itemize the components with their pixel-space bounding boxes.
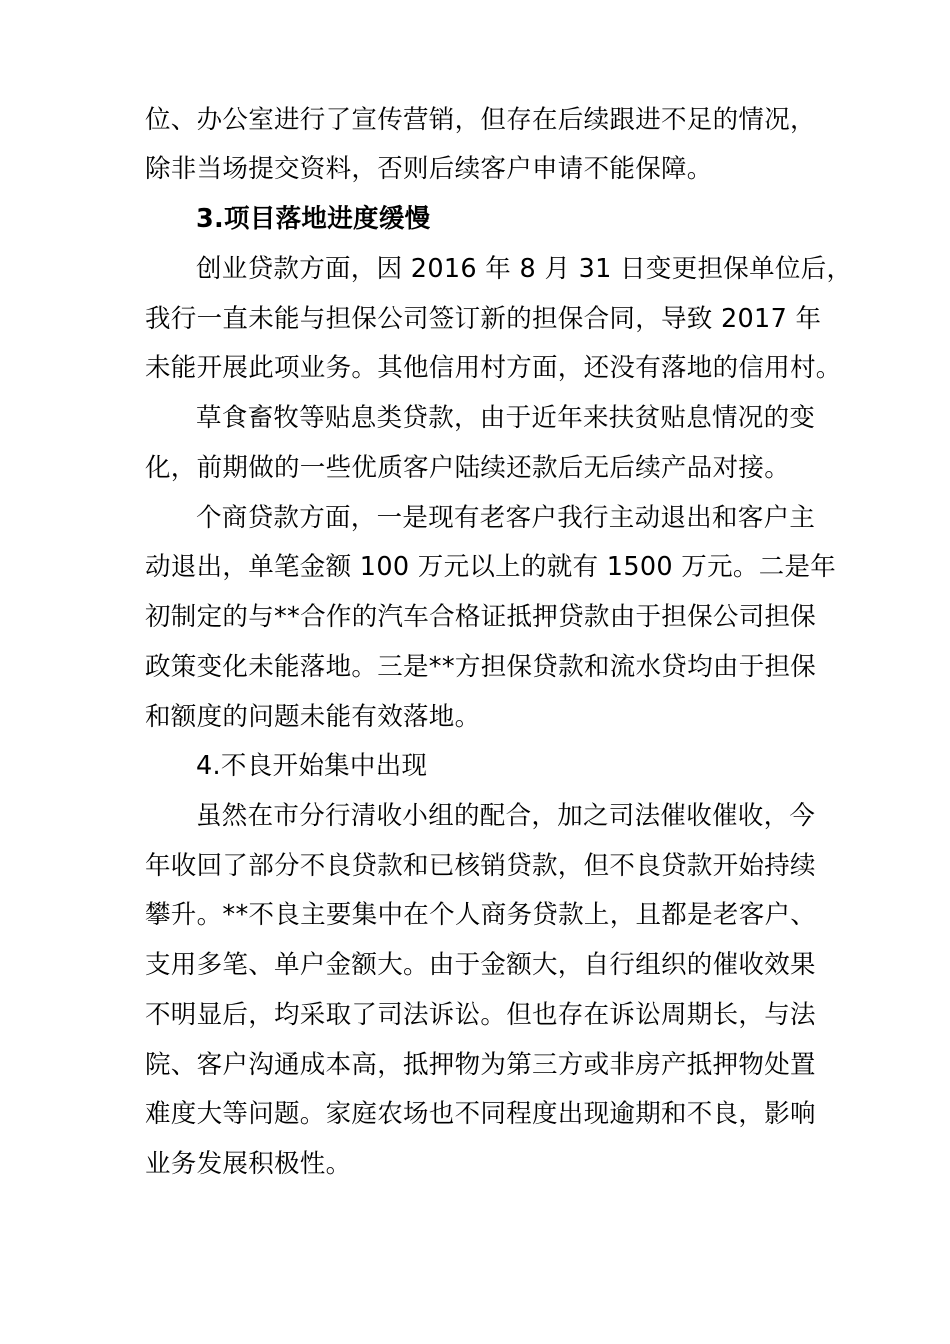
paragraph-line: 难度大等问题。家庭农场也不同程度出现逾期和不良，影响 [145, 1099, 816, 1129]
paragraph-line: 动退出，单笔金额 100 万元以上的就有 1500 万元。二是年 [145, 552, 837, 582]
paragraph-line: 攀升。**不良主要集中在个人商务贷款上，且都是老客户、 [145, 900, 817, 930]
paragraph-line: 院、客户沟通成本高，抵押物为第三方或非房产抵押物处置 [145, 1050, 816, 1080]
paragraph-line: 初制定的与**合作的汽车合格证抵押贷款由于担保公司担保 [145, 602, 817, 632]
paragraph-line: 我行一直未能与担保公司签订新的担保合同，导致 2017 年 [145, 304, 822, 334]
section-heading: 3.项目落地进度缓慢 [196, 204, 431, 234]
paragraph-line: 创业贷款方面，因 2016 年 8 月 31 日变更担保单位后， [196, 254, 853, 284]
paragraph-line: 不明显后，均采取了司法诉讼。但也存在诉讼周期长，与法 [145, 1000, 816, 1030]
paragraph-line: 未能开展此项业务。其他信用村方面，还没有落地的信用村。 [145, 353, 842, 383]
paragraph-line: 化，前期做的一些优质客户陆续还款后无后续产品对接。 [145, 453, 791, 483]
paragraph-line: 支用多笔、单户金额大。由于金额大，自行组织的催收效果 [145, 950, 816, 980]
paragraph-line: 年收回了部分不良贷款和已核销贷款，但不良贷款开始持续 [145, 851, 816, 881]
paragraph-line: 虽然在市分行清收小组的配合，加之司法催收催收，今 [196, 801, 816, 831]
paragraph-line: 政策变化未能落地。三是**方担保贷款和流水贷均由于担保 [145, 652, 817, 682]
paragraph-line: 除非当场提交资料，否则后续客户申请不能保障。 [145, 154, 713, 184]
section-heading: 4.不良开始集中出现 [196, 751, 428, 781]
paragraph-line: 和额度的问题未能有效落地。 [145, 702, 481, 732]
paragraph-line: 个商贷款方面，一是现有老客户我行主动退出和客户主 [196, 503, 816, 533]
paragraph-line: 位、办公室进行了宣传营销，但存在后续跟进不足的情况， [145, 105, 816, 135]
paragraph-line: 草食畜牧等贴息类贷款，由于近年来扶贫贴息情况的变 [196, 403, 816, 433]
paragraph-line: 业务发展积极性。 [145, 1149, 352, 1179]
